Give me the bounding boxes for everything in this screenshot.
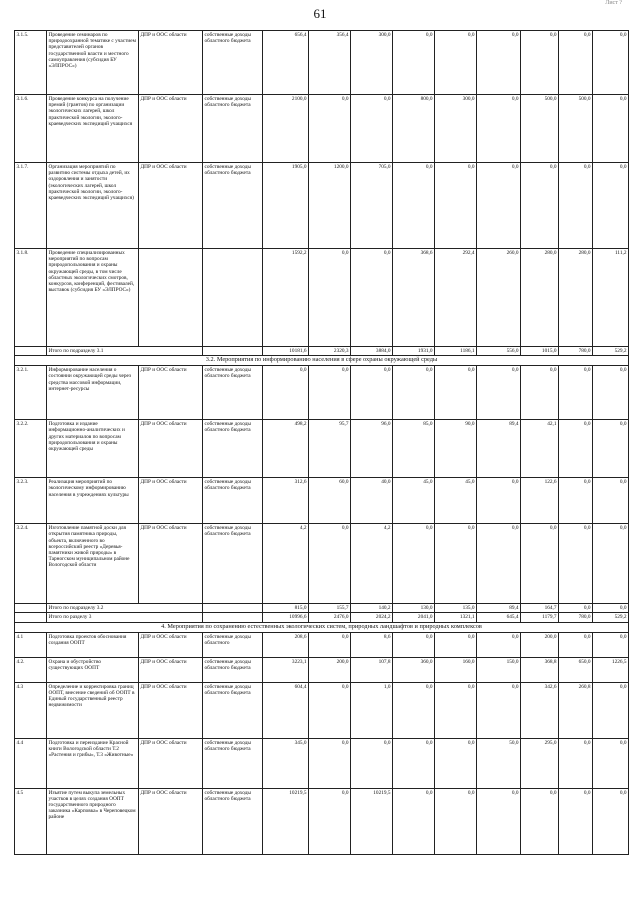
executor: ДПР и ООС области [139, 788, 203, 854]
table-row [15, 524, 629, 604]
amount-cell: 208,6 [263, 632, 309, 657]
amount-cell: 95,7 [309, 420, 351, 478]
amount-cell: 42,1 [521, 420, 559, 478]
total-row [15, 604, 629, 613]
amount-cell: 280,0 [559, 249, 593, 347]
amount-cell: 815,0 [263, 604, 309, 613]
item-number: 3.1.8. [15, 249, 47, 347]
amount-cell: 60,0 [309, 478, 351, 524]
funding-source: собственные доходы областного бюджета [203, 420, 263, 478]
amount-cell: 1,0 [351, 682, 393, 738]
amount-cell: 0,0 [477, 31, 521, 95]
item-number [15, 613, 47, 622]
amount-cell: 0,0 [393, 366, 435, 420]
amount-cell: 2024,2 [351, 613, 393, 622]
amount-cell: 500,0 [521, 95, 559, 163]
activity-name: Подготовка и издание информационно-аналитических и других материалов по вопросам природопользования и охраны окружающей среды [47, 420, 139, 478]
amount-cell: 0,0 [477, 682, 521, 738]
amount-cell: 1931,0 [393, 347, 435, 356]
amount-cell: 90,0 [435, 420, 477, 478]
amount-cell: 155,7 [309, 604, 351, 613]
funding-source: собственные доходы областного бюджета [203, 657, 263, 682]
amount-cell: 10219,5 [351, 788, 393, 854]
amount-cell: 3223,1 [263, 657, 309, 682]
amount-cell: 130,0 [393, 604, 435, 613]
table-row [15, 366, 629, 420]
amount-cell: 0,0 [593, 420, 629, 478]
amount-cell: 0,0 [477, 524, 521, 604]
amount-cell: 107,8 [351, 657, 393, 682]
amount-cell: 0,0 [435, 163, 477, 249]
amount-cell: 645,4 [477, 613, 521, 622]
amount-cell: 368,8 [521, 657, 559, 682]
amount-cell: 0,0 [351, 95, 393, 163]
amount-cell: 360,0 [393, 657, 435, 682]
amount-cell: 295,0 [521, 738, 559, 788]
funding-source [203, 613, 263, 622]
amount-cell: 0,0 [559, 632, 593, 657]
table-row [15, 478, 629, 524]
amount-cell: 780,0 [559, 347, 593, 356]
amount-cell: 1226,5 [593, 657, 629, 682]
amount-cell: 604,4 [263, 682, 309, 738]
activity-name: Проведение специализированных мероприятий по вопросам природопользования и охраны окружающей среды, в том числе областных экологических смотров, конкурсов, конференций, фестивалей, выставок (субсидия БУ «ЭЛПРОС») [47, 249, 139, 347]
executor: ДПР и ООС области [139, 95, 203, 163]
amount-cell: 300,0 [435, 95, 477, 163]
amount-cell: 10996,6 [263, 613, 309, 622]
amount-cell: 0,0 [593, 524, 629, 604]
item-number [15, 604, 47, 613]
amount-cell: 0,0 [521, 366, 559, 420]
amount-cell: 0,0 [435, 632, 477, 657]
amount-cell: 0,0 [593, 632, 629, 657]
amount-cell: 8,6 [351, 632, 393, 657]
amount-cell: 150,0 [477, 657, 521, 682]
amount-cell: 0,0 [309, 524, 351, 604]
executor: ДПР и ООС области [139, 163, 203, 249]
funding-source: собственные доходы областного бюджета [203, 738, 263, 788]
activity-name: Проведение семинаров по природоохранной тематике с участием представителей органов государственной власти и местного самоуправления (субсидия БУ «ЭЛПРОС») [47, 31, 139, 95]
amount-cell: 0,0 [309, 788, 351, 854]
amount-cell: 0,0 [435, 366, 477, 420]
amount-cell: 529,2 [593, 613, 629, 622]
activity-name: Проведение конкурса на получение премий (грантов) по организации экологических лагерей, школ практической экологии, эколого-краеведческих экспедиций учащихся [47, 95, 139, 163]
activity-name: Определение и корректировка границ ООПТ, внесение сведений об ООПТ в Единый государственный реестр недвижимости [47, 682, 139, 738]
item-number: 4.5 [15, 788, 47, 854]
item-number: 3.2.1. [15, 366, 47, 420]
funding-source [203, 347, 263, 356]
executor: ДПР и ООС области [139, 524, 203, 604]
amount-cell: 0,0 [435, 31, 477, 95]
activity-name: Подготовка и переиздание Красной книги Вологодской области Т.2 «Растения и грибы», Т.3 «Животные» [47, 738, 139, 788]
amount-cell: 2100,0 [263, 95, 309, 163]
executor [139, 249, 203, 347]
amount-cell: 0,0 [559, 788, 593, 854]
executor: ДПР и ООС области [139, 632, 203, 657]
amount-cell: 780,0 [559, 613, 593, 622]
amount-cell: 85,0 [393, 420, 435, 478]
amount-cell: 0,0 [477, 366, 521, 420]
amount-cell: 0,0 [559, 738, 593, 788]
funding-source: собственные доходы областного бюджета [203, 31, 263, 95]
amount-cell: 300,0 [351, 31, 393, 95]
amount-cell: 0,0 [559, 163, 593, 249]
amount-cell: 0,0 [309, 249, 351, 347]
funding-source: собственные доходы областного бюджета [203, 366, 263, 420]
amount-cell: 0,0 [351, 738, 393, 788]
amount-cell: 1592,2 [263, 249, 309, 347]
amount-cell: 2320,3 [309, 347, 351, 356]
amount-cell: 0,0 [435, 524, 477, 604]
amount-cell: 0,0 [393, 738, 435, 788]
amount-cell: 0,0 [435, 788, 477, 854]
item-number: 3.2.3. [15, 478, 47, 524]
total-label: Итого по разделу 3 [47, 613, 203, 622]
amount-cell: 0,0 [593, 788, 629, 854]
amount-cell: 89,4 [477, 604, 521, 613]
section-header-row [15, 356, 629, 366]
amount-cell: 45,0 [435, 478, 477, 524]
amount-cell: 45,0 [393, 478, 435, 524]
amount-cell: 4,2 [263, 524, 309, 604]
funding-source [203, 604, 263, 613]
amount-cell: 0,0 [593, 604, 629, 613]
executor: ДПР и ООС области [139, 478, 203, 524]
corner-mark: Лист ? [605, 0, 622, 6]
amount-cell: 1179,7 [521, 613, 559, 622]
table-row [15, 788, 629, 854]
executor: ДПР и ООС области [139, 738, 203, 788]
amount-cell: 0,0 [593, 478, 629, 524]
amount-cell: 0,0 [559, 366, 593, 420]
table-row [15, 657, 629, 682]
amount-cell: 500,0 [559, 95, 593, 163]
item-number: 3.2.2. [15, 420, 47, 478]
amount-cell: 0,0 [477, 163, 521, 249]
amount-cell: 312,6 [263, 478, 309, 524]
amount-cell: 0,0 [309, 95, 351, 163]
amount-cell: 0,0 [559, 524, 593, 604]
total-label: Итого по подразделу 3.2 [47, 604, 203, 613]
amount-cell: 345,0 [263, 738, 309, 788]
amount-cell: 0,0 [477, 788, 521, 854]
amount-cell: 0,0 [309, 682, 351, 738]
activity-name: Реализация мероприятий по экологическому информированию населения в учреждениях культуры [47, 478, 139, 524]
item-number: 4.2. [15, 657, 47, 682]
amount-cell: 0,0 [309, 738, 351, 788]
amount-cell: 368,6 [393, 249, 435, 347]
activity-name: Изготовление памятной доски для открытия памятника природы, объекта, включенного во всероссийский реестр «Деревья-памятники живой природы» в Тарногском муниципальном районе Вологодской области [47, 524, 139, 604]
item-number: 4.1 [15, 632, 47, 657]
funding-source: собственные доходы областного [203, 632, 263, 657]
amount-cell: 200,0 [521, 632, 559, 657]
amount-cell: 0,0 [351, 249, 393, 347]
table-row [15, 95, 629, 163]
amount-cell: 656,4 [263, 31, 309, 95]
table-row [15, 632, 629, 657]
section-header-row [15, 622, 629, 632]
amount-cell: 2041,0 [393, 613, 435, 622]
amount-cell: 260,8 [559, 682, 593, 738]
amount-cell: 0,0 [477, 95, 521, 163]
funding-source: собственные доходы областного бюджета [203, 682, 263, 738]
amount-cell: 498,2 [263, 420, 309, 478]
item-number: 4.3 [15, 682, 47, 738]
table-row [15, 163, 629, 249]
amount-cell: 0,0 [559, 420, 593, 478]
table-row [15, 249, 629, 347]
amount-cell: 0,0 [559, 31, 593, 95]
table-row [15, 31, 629, 95]
amount-cell: 40,0 [351, 478, 393, 524]
funding-source: собственные доходы областного бюджета [203, 788, 263, 854]
amount-cell: 0,0 [593, 95, 629, 163]
amount-cell: 96,0 [351, 420, 393, 478]
amount-cell: 356,4 [309, 31, 351, 95]
amount-cell: 89,4 [477, 420, 521, 478]
item-number: 3.1.5. [15, 31, 47, 95]
amount-cell: 0,0 [263, 366, 309, 420]
executor: ДПР и ООС области [139, 682, 203, 738]
section-title: 3.2. Мероприятия по информированию населения в сфере охраны окружающей среды [15, 356, 629, 366]
amount-cell: 0,0 [393, 31, 435, 95]
item-number: 3.1.6. [15, 95, 47, 163]
section-title: 4. Мероприятия по сохранению естественных экологических систем, природных ландшафтов и природных комплексов [15, 622, 629, 632]
table-row [15, 682, 629, 738]
amount-cell: 0,0 [521, 163, 559, 249]
amount-cell: 0,0 [393, 682, 435, 738]
amount-cell: 135,0 [435, 604, 477, 613]
amount-cell: 529,2 [593, 347, 629, 356]
amount-cell: 1321,1 [435, 613, 477, 622]
amount-cell: 0,0 [593, 31, 629, 95]
amount-cell: 0,0 [393, 632, 435, 657]
amount-cell: 0,0 [593, 738, 629, 788]
amount-cell: 0,0 [393, 524, 435, 604]
amount-cell: 1200,0 [309, 163, 351, 249]
amount-cell: 1186,1 [435, 347, 477, 356]
activity-name: Изъятие путем выкупа земельных участков в целях создания ООПТ государственного природного заказника «Карповка» в Череповецком районе [47, 788, 139, 854]
amount-cell: 0,0 [559, 478, 593, 524]
amount-cell: 50,0 [477, 738, 521, 788]
executor: ДПР и ООС области [139, 657, 203, 682]
amount-cell: 280,0 [521, 249, 559, 347]
amount-cell: 3884,0 [351, 347, 393, 356]
amount-cell: 342,6 [521, 682, 559, 738]
amount-cell: 705,0 [351, 163, 393, 249]
amount-cell: 0,0 [435, 682, 477, 738]
table-body [15, 31, 629, 855]
amount-cell: 0,0 [593, 682, 629, 738]
amount-cell: 111,2 [593, 249, 629, 347]
activity-name: Информирование населения о состоянии окружающей среды через средства массовой информации, интернет-ресурсы [47, 366, 139, 420]
amount-cell: 2476,0 [309, 613, 351, 622]
amount-cell: 800,0 [393, 95, 435, 163]
amount-cell: 140,2 [351, 604, 393, 613]
amount-cell: 556,0 [477, 347, 521, 356]
activity-name: Охрана и обустройство существующих ООПТ [47, 657, 139, 682]
total-row [15, 613, 629, 622]
amount-cell: 0,0 [521, 31, 559, 95]
executor: ДПР и ООС области [139, 31, 203, 95]
amount-cell: 0,0 [521, 788, 559, 854]
amount-cell: 0,0 [351, 366, 393, 420]
amount-cell: 1015,0 [521, 347, 559, 356]
activity-name: Подготовка проектов обоснования создания ООПТ [47, 632, 139, 657]
table-row [15, 420, 629, 478]
amount-cell: 0,0 [521, 524, 559, 604]
amount-cell: 0,0 [435, 738, 477, 788]
table-row [15, 738, 629, 788]
funding-source: собственные доходы областного бюджета [203, 478, 263, 524]
executor: ДПР и ООС области [139, 420, 203, 478]
amount-cell: 650,0 [559, 657, 593, 682]
amount-cell: 10219,5 [263, 788, 309, 854]
amount-cell: 260,0 [477, 249, 521, 347]
amount-cell: 0,0 [477, 478, 521, 524]
amount-cell: 160,0 [435, 657, 477, 682]
amount-cell: 292,4 [435, 249, 477, 347]
item-number [15, 347, 47, 356]
amount-cell: 122,6 [521, 478, 559, 524]
amount-cell: 0,0 [593, 366, 629, 420]
amount-cell: 4,2 [351, 524, 393, 604]
amount-cell: 0,0 [559, 604, 593, 613]
funding-source: собственные доходы областного бюджета [203, 95, 263, 163]
page-number: 61 [313, 6, 327, 21]
executor: ДПР и ООС области [139, 366, 203, 420]
amount-cell: 0,0 [477, 632, 521, 657]
amount-cell: 0,0 [393, 788, 435, 854]
funding-source [203, 249, 263, 347]
amount-cell: 200,0 [309, 657, 351, 682]
amount-cell: 1905,0 [263, 163, 309, 249]
item-number: 3.2.4. [15, 524, 47, 604]
amount-cell: 0,0 [309, 632, 351, 657]
funding-source: собственные доходы областного бюджета [203, 524, 263, 604]
total-row [15, 347, 629, 356]
item-number: 3.1.7. [15, 163, 47, 249]
amount-cell: 0,0 [593, 163, 629, 249]
item-number: 4.4 [15, 738, 47, 788]
amount-cell: 164,7 [521, 604, 559, 613]
program-table [14, 30, 629, 855]
activity-name: Организация мероприятий по развитию системы отдыха детей, их оздоровления и занятости (экологических лагерей, школ практической экологии, эколого-краеведческих экспедиций учащихся) [47, 163, 139, 249]
total-label: Итого по подразделу 3.1 [47, 347, 203, 356]
amount-cell: 10181,6 [263, 347, 309, 356]
funding-source: собственные доходы областного бюджета [203, 163, 263, 249]
amount-cell: 0,0 [393, 163, 435, 249]
amount-cell: 0,0 [309, 366, 351, 420]
